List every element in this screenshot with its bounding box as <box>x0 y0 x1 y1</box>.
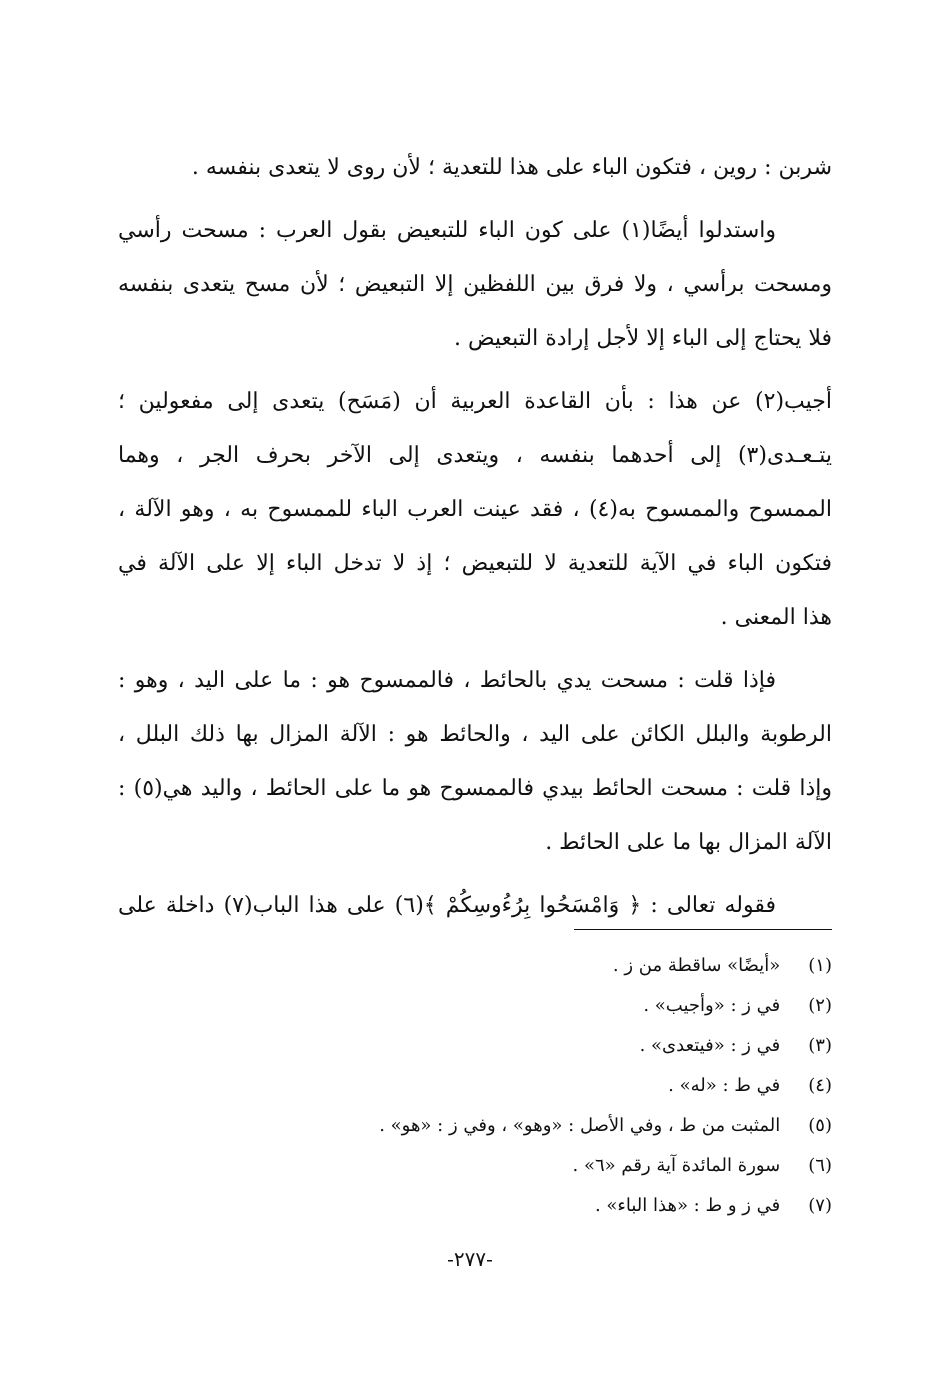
footnote-item <box>118 1106 832 1146</box>
footnote-item <box>118 1066 832 1106</box>
footnote-number: (٤) <box>808 1075 832 1096</box>
footnote-number: (١) <box>808 955 832 976</box>
footnote-number: (٧) <box>808 1195 832 1216</box>
footnote-item <box>118 1146 832 1186</box>
footnote-number: (٦) <box>808 1155 832 1176</box>
text-line: ومسحت برأسي ، ولا فرق بين اللفظين إلا التبعيض ؛ لأن مسح يتعدى بنفسه <box>118 272 832 297</box>
footnote-number: (٢) <box>808 995 832 1016</box>
text-line: وإذا قلت : مسحت الحائط بيدي فالممسوح هو ما على الحائط ، واليد هي(٥) : <box>118 776 832 801</box>
text-line: أجيب(٢) عن هذا : بأن القاعدة العربية أن (مَسَح) يتعدى إلى مفعولين ؛ <box>118 389 832 414</box>
footnote-separator <box>574 929 832 930</box>
text-line: الرطوبة والبلل الكائن على اليد ، والحائط هو : الآلة المزال بها ذلك البلل ، <box>118 722 832 747</box>
text-line: هذا المعنى . <box>720 605 832 630</box>
footnote-item <box>118 1026 832 1066</box>
footnote-text: المثبت من ط ، وفي الأصل : «وهو» ، وفي ز : «هو» . <box>379 1115 781 1136</box>
text-line: الآلة المزال بها ما على الحائط . <box>545 830 832 855</box>
footnote-text: في ز : «فيتعدى» . <box>639 1035 781 1056</box>
paragraph-gap <box>118 195 832 204</box>
footnote-text: «أيضًا» ساقطة من ز . <box>612 955 781 976</box>
text-line: واستدلوا أيضًا(١) على كون الباء للتبعيض بقول العرب : مسحت رأسي <box>118 218 776 243</box>
paragraph-gap <box>118 366 832 375</box>
footnote-text: سورة المائدة آية رقم «٦» . <box>572 1155 781 1176</box>
footnote-number: (٥) <box>808 1115 832 1136</box>
main-text <box>118 141 832 933</box>
text-line: فتكون الباء في الآية للتعدية لا للتبعيض ؛ إذ لا تدخل الباء إلا على الآلة في <box>118 551 832 576</box>
footnote-item <box>118 1186 832 1226</box>
footnote-item <box>118 946 832 986</box>
text-line: الممسوح والممسوح به(٤) ، فقد عينت العرب الباء للممسوح به ، وهو الآلة ، <box>118 497 832 522</box>
footnote-text: في ز : «وأجيب» . <box>643 995 781 1016</box>
footnote-text: في ز و ط : «هذا الباء» . <box>594 1195 781 1216</box>
text-line: يتـعـدى(٣) إلى أحدهما بنفسه ، ويتعدى إلى الآخر بحرف الجر ، وهما <box>118 443 832 468</box>
text-line: فلا يحتاج إلى الباء إلا لأجل إرادة التبعيض . <box>453 326 832 351</box>
footnotes-list <box>118 946 832 1226</box>
text-line: فقوله تعالى : ﴿ وَامْسَحُوا بِرُءُوسِكُمْ ﴾(٦) على هذا الباب(٧) داخلة على <box>118 893 776 918</box>
footnote-text: في ط : «له» . <box>668 1075 781 1096</box>
paragraph-gap <box>118 645 832 654</box>
text-line: فإذا قلت : مسحت يدي بالحائط ، فالممسوح هو : ما على اليد ، وهو : <box>118 668 776 693</box>
footnote-item <box>118 986 832 1026</box>
page-number: -٢٧٧- <box>447 1247 493 1271</box>
text-line: شربن : روين ، فتكون الباء على هذا للتعدية ؛ لأن روى لا يتعدى بنفسه . <box>191 155 832 180</box>
footnote-number: (٣) <box>808 1035 832 1056</box>
paragraph-gap <box>118 870 832 879</box>
